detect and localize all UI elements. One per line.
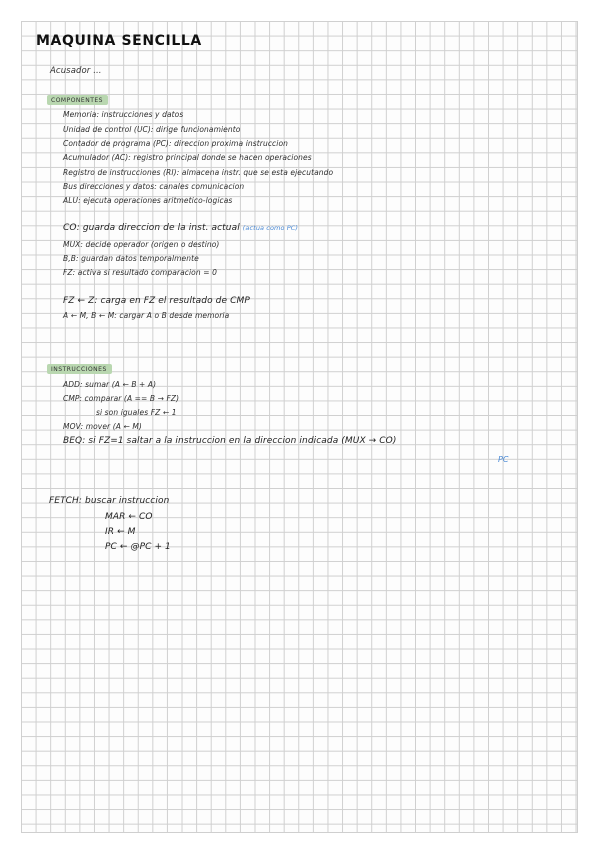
beq-under-note: PC [498, 455, 509, 464]
component-line: Acumulador (AC): registro principal donde se hacen operaciones [63, 153, 312, 162]
fetch-step: MAR ← CO [105, 512, 153, 522]
section-tag-componentes: COMPONENTES [47, 95, 108, 105]
component-line: Unidad de control (UC): dirige funcionamiento [63, 125, 241, 134]
register-note: (actua como PC) [242, 224, 299, 232]
component-line: Memoria: instrucciones y datos [63, 110, 184, 119]
fetch-label: FETCH: buscar instruccion [49, 496, 170, 506]
component-line: Registro de instrucciones (RI): almacena instr. que se esta ejecutando [63, 168, 334, 177]
fetch-step: IR ← M [105, 527, 136, 537]
page-subtitle: Acusador ... [50, 66, 102, 76]
register-line: MUX: decide operador (origen o destino) [63, 240, 220, 249]
component-line: Bus direcciones y datos: canales comunicacion [63, 182, 245, 191]
instruction-line: si son iguales FZ ← 1 [96, 408, 177, 417]
register-line: B,B: guardan datos temporalmente [63, 254, 199, 263]
instruction-line: MOV: mover (A ← M) [63, 422, 142, 431]
register-line: FZ: activa si resultado comparacion = 0 [63, 268, 217, 277]
instruction-line: BEQ: si FZ=1 saltar a la instruccion en la direccion indicada (MUX → CO) [63, 436, 397, 446]
fetch-step: PC ← @PC + 1 [105, 542, 171, 552]
page-title: MAQUINA SENCILLA [36, 33, 202, 49]
instruction-line: ADD: sumar (A ← B + A) [63, 380, 157, 389]
component-line: Contador de programa (PC): direccion proxima instruccion [63, 139, 289, 148]
component-line: ALU: ejecuta operaciones aritmetico-logicas [63, 196, 233, 205]
instruction-line: CMP: comparar (A == B → FZ) [63, 394, 180, 403]
operation-line: FZ ← Z: carga en FZ el resultado de CMP [63, 296, 250, 306]
register-text: CO: guarda direccion de la inst. actual [63, 223, 240, 233]
operation-line: A ← M, B ← M: cargar A o B desde memoria [63, 311, 230, 320]
register-line [63, 223, 298, 233]
section-tag-instrucciones: INSTRUCCIONES [47, 364, 112, 374]
